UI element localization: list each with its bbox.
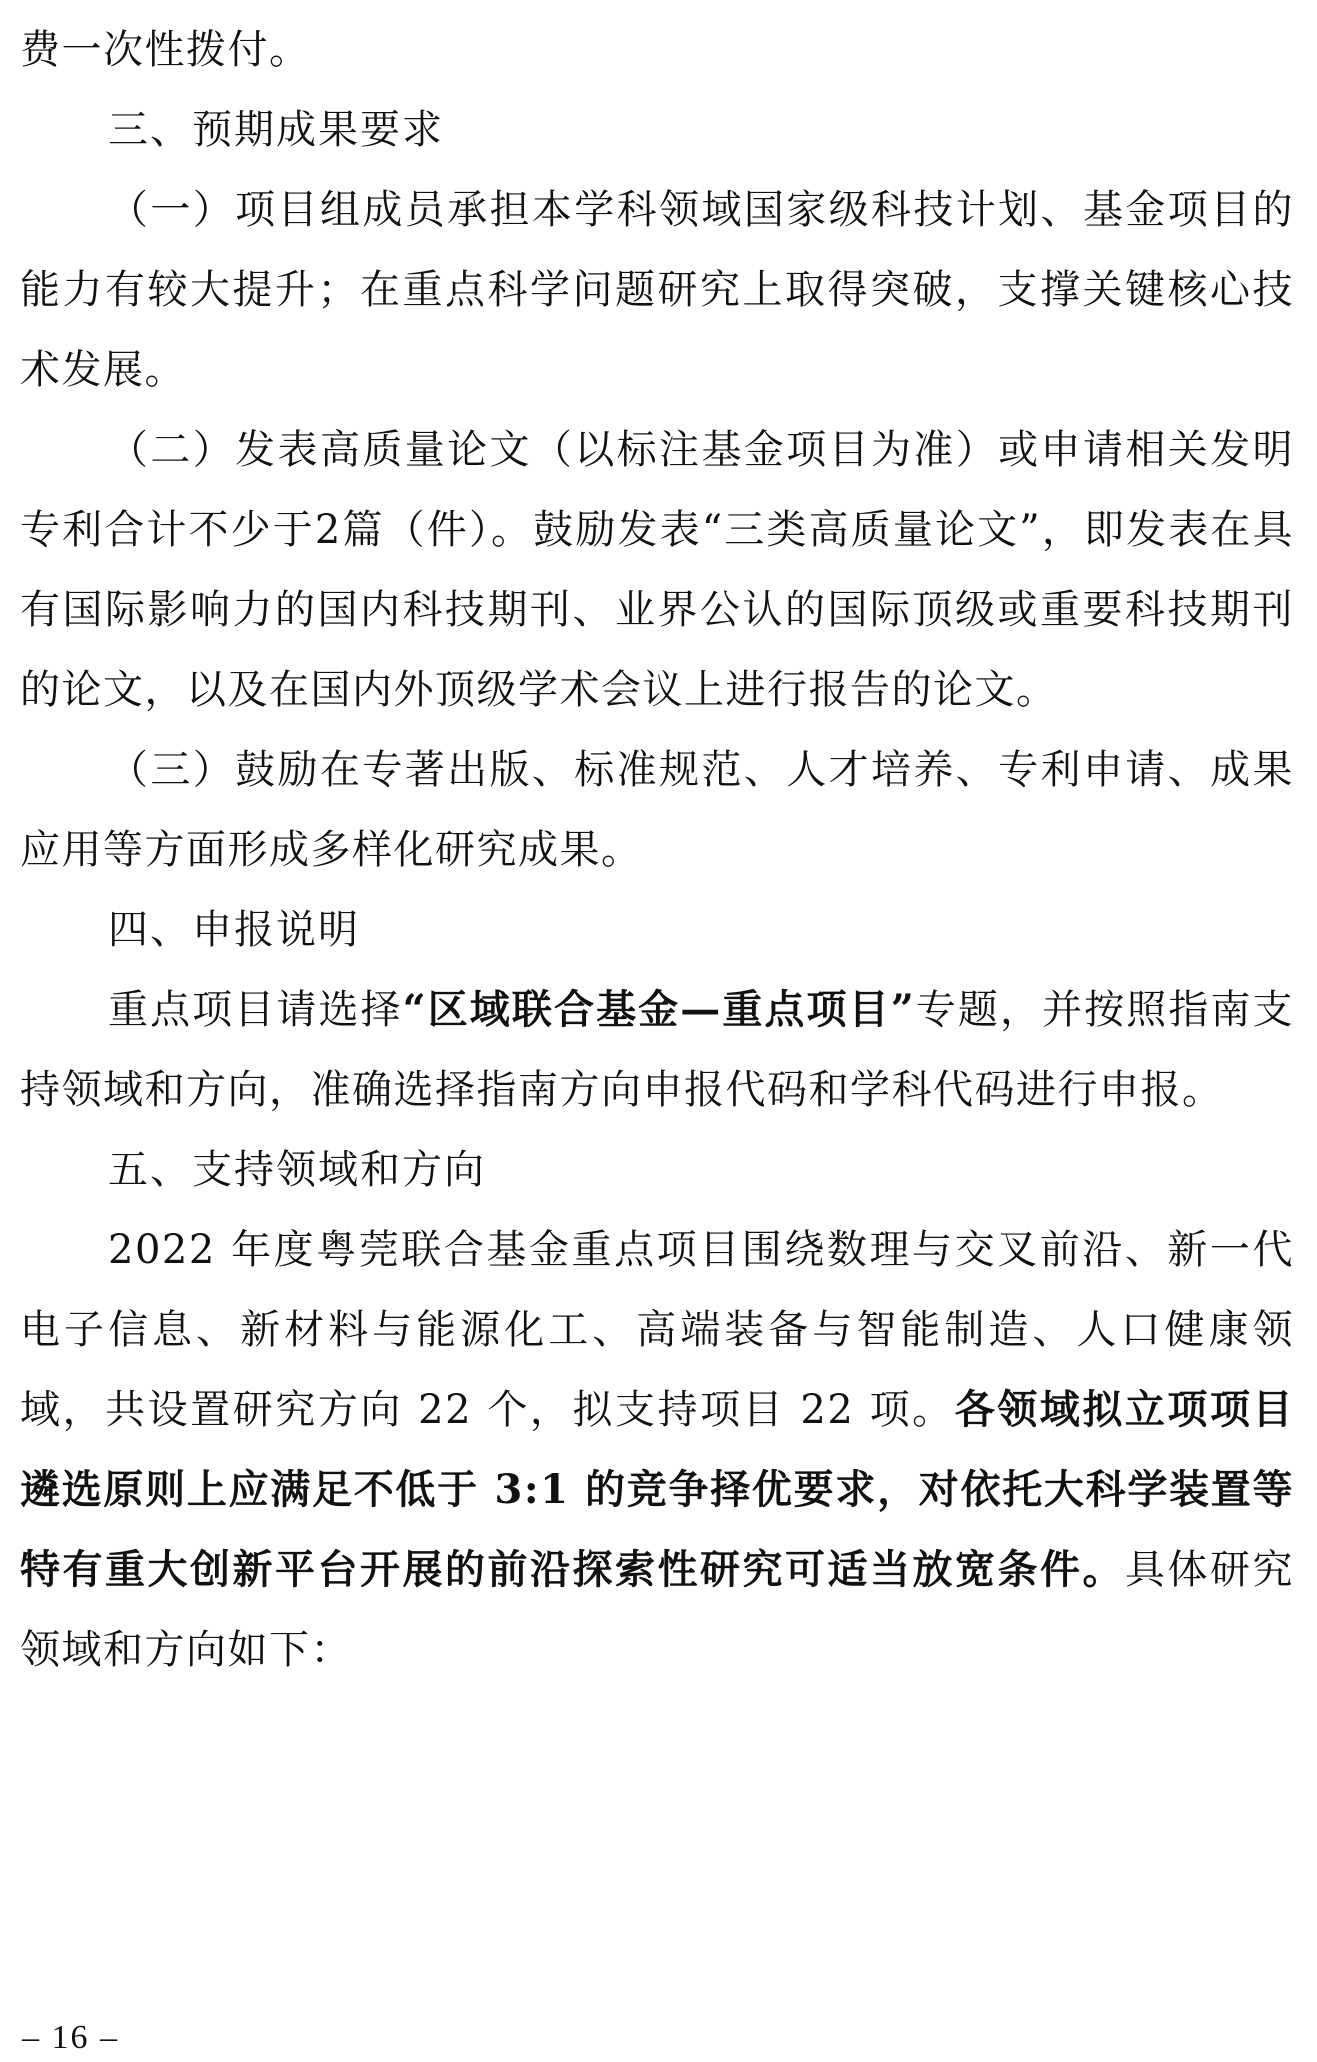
paragraph-5-1 bbox=[20, 1210, 1294, 1690]
paragraph-5-text-a: 2022 年度粤莞联合基金重点项目围绕数理与交叉前沿、新一代电子信息、新材料与能源化工、高端装备与智能制造、人口健康领域，共设置研究方向 22 个，拟支持项目 22 项。 bbox=[20, 1227, 1294, 1433]
document-page bbox=[20, 0, 1294, 1690]
section-heading-3: 三、预期成果要求 bbox=[108, 107, 444, 153]
section-heading-5: 五、支持领域和方向 bbox=[108, 1147, 486, 1193]
paragraph-5-text-b: 具体研究领域和方向如下： bbox=[20, 1547, 1294, 1673]
section-heading-4: 四、申报说明 bbox=[108, 907, 360, 953]
paragraph-3-3: （三）鼓励在专著出版、标准规范、人才培养、专利申请、成果应用等方面形成多样化研究成果。 bbox=[20, 747, 1294, 873]
paragraph-5-bold: 各领域拟立项项目遴选原则上应满足不低于 3:1 的竞争择优要求，对依托大科学装置等特有重大创新平台开展的前沿探索性研究可适当放宽条件。 bbox=[20, 1386, 1295, 1593]
paragraph-4-text-a: 重点项目请选择 bbox=[108, 987, 403, 1033]
paragraph-4-text-b: 专题，并按照指南支持领域和方向，准确选择指南方向申报代码和学科代码进行申报。 bbox=[20, 987, 1295, 1113]
paragraph-3-2: （二）发表高质量论文（以标注基金项目为准）或申请相关发明专利合计不少于2篇（件）。鼓励发表“三类高质量论文”，即发表在具有国际影响力的国内科技期刊、业界公认的国际顶级或重要科技期刊的论文，以及在国内外顶级学术会议上进行报告的论文。 bbox=[20, 427, 1294, 713]
page-number: – 16 – bbox=[22, 2019, 119, 2056]
continued-paragraph: 费一次性拨付。 bbox=[20, 27, 311, 73]
paragraph-4-1 bbox=[20, 970, 1294, 1130]
paragraph-4-bold: “区域联合基金—重点项目” bbox=[402, 986, 916, 1033]
paragraph-3-1: （一）项目组成员承担本学科领域国家级科技计划、基金项目的能力有较大提升；在重点科学问题研究上取得突破，支撑关键核心技术发展。 bbox=[20, 187, 1294, 393]
